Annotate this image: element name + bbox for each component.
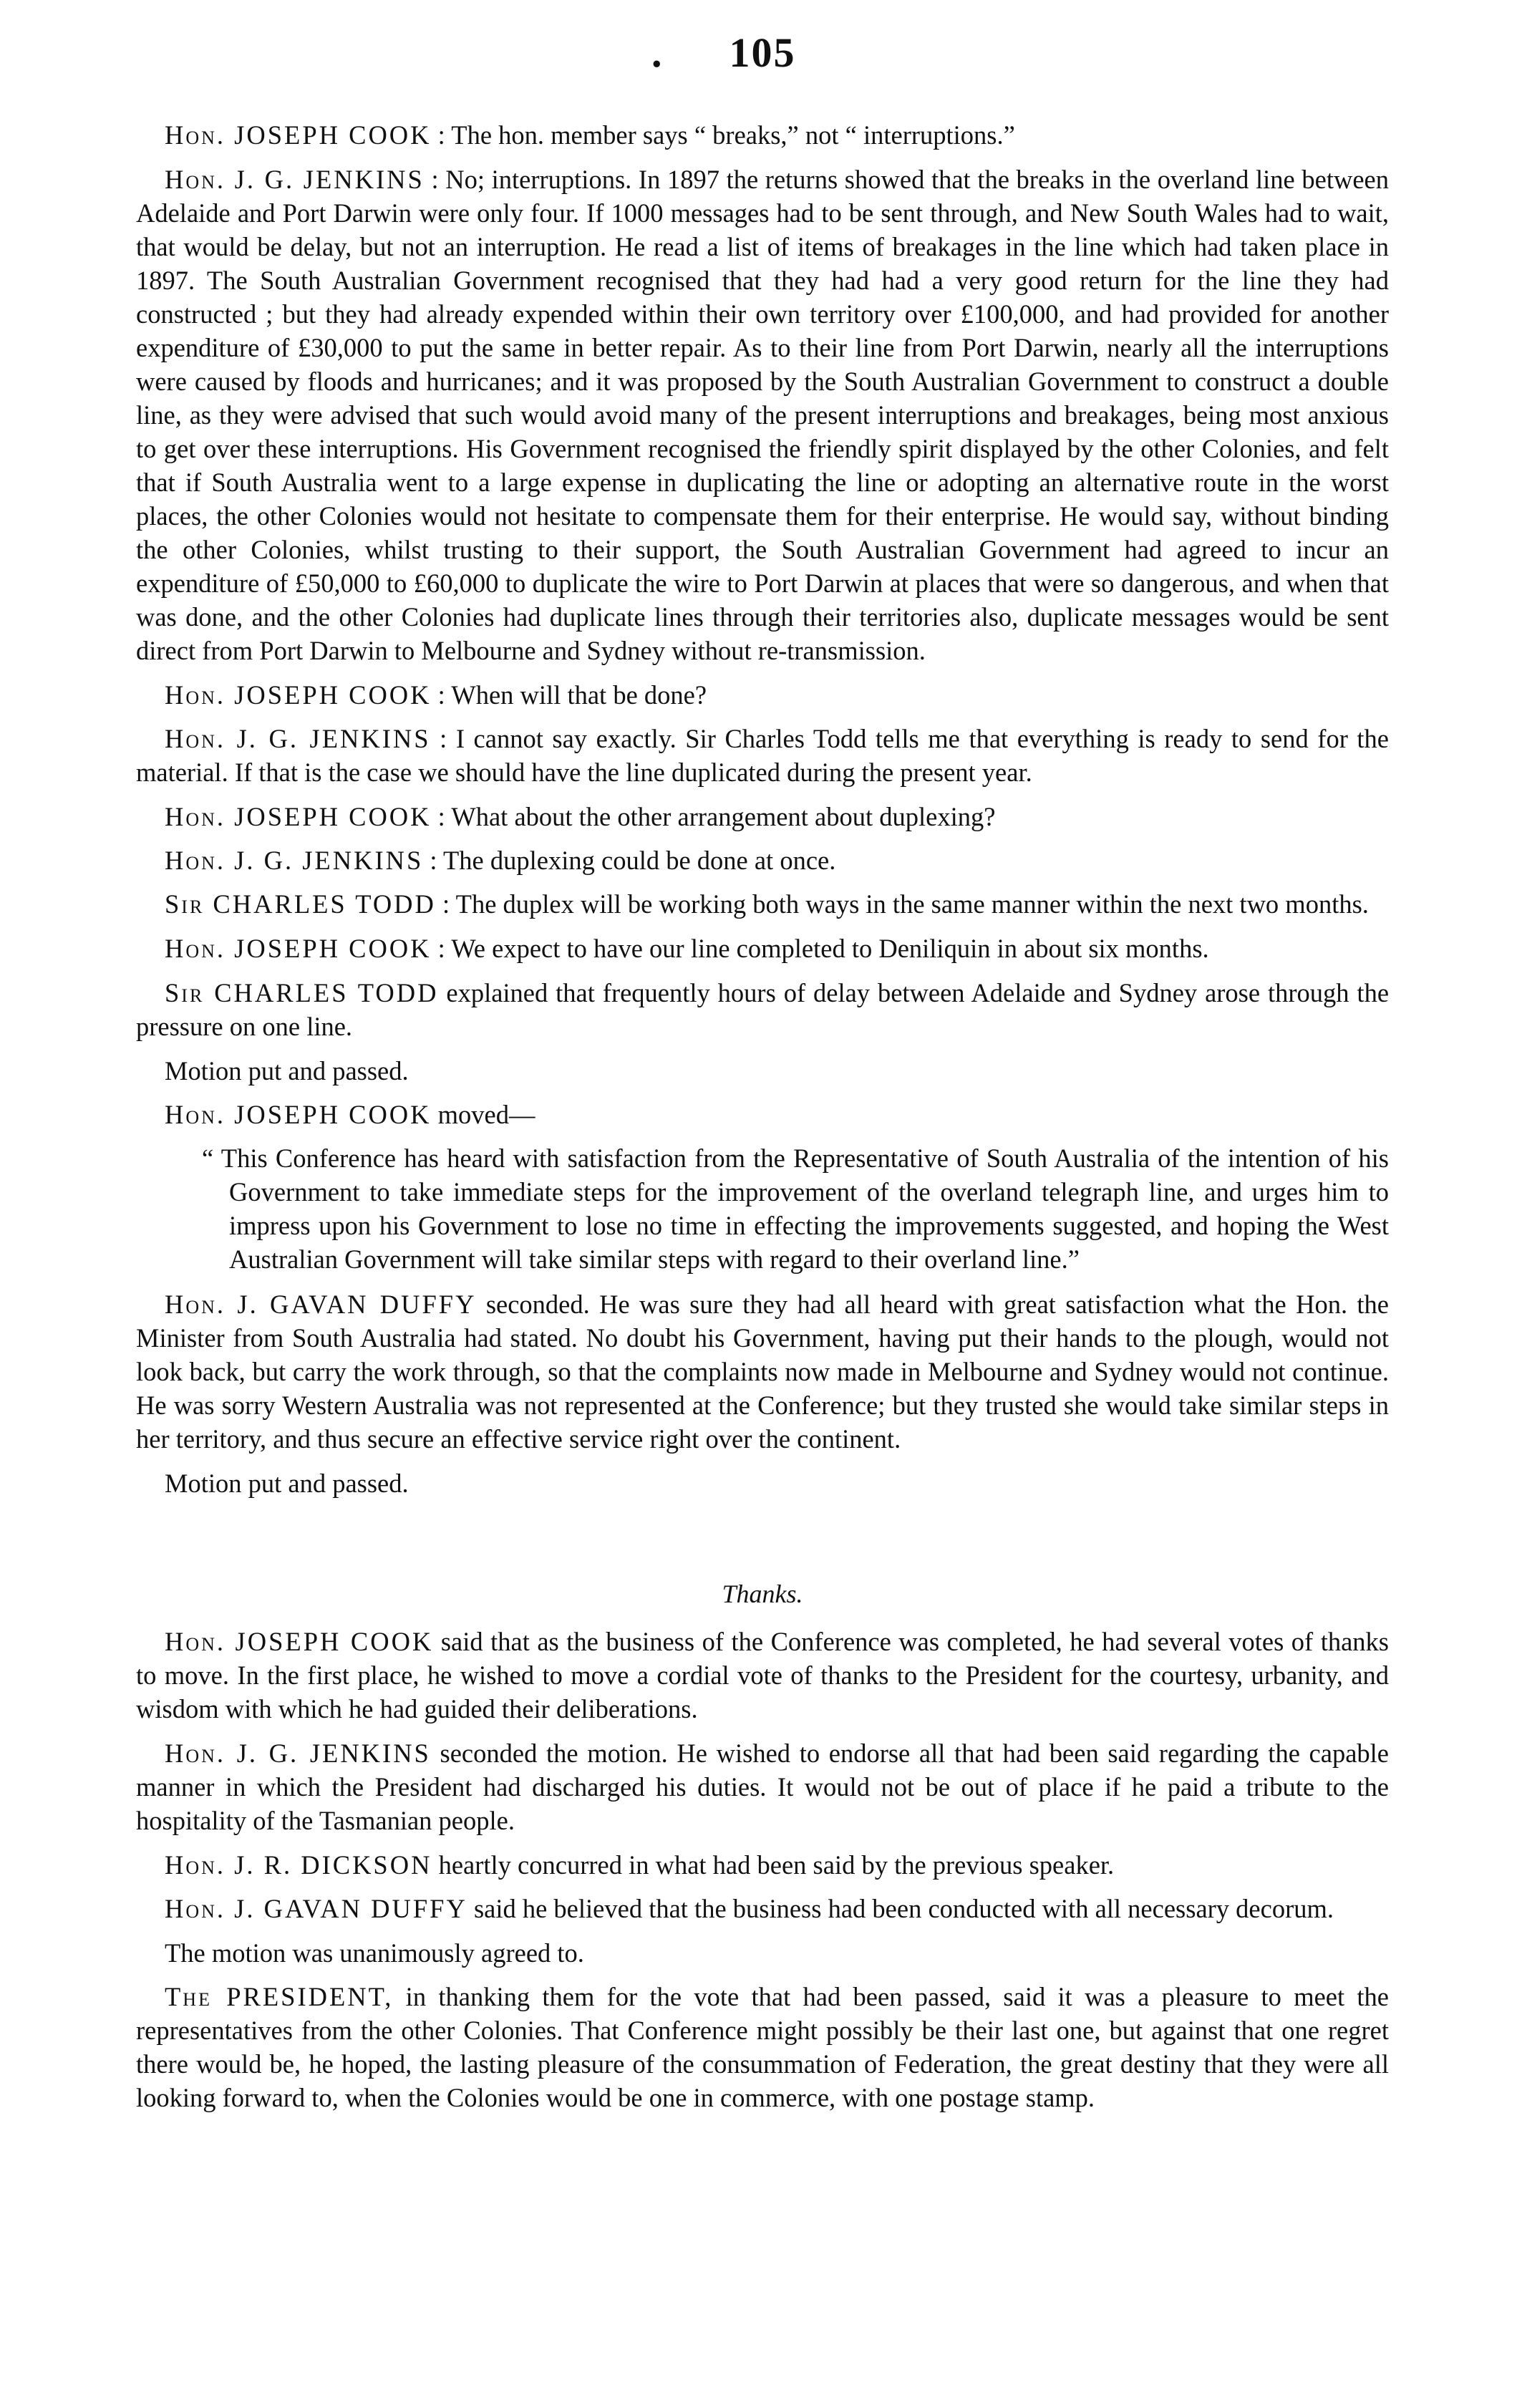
paragraph: [136, 1625, 1389, 1726]
speaker: Sir CHARLES TODD: [165, 889, 436, 919]
separator: :: [437, 120, 445, 150]
paragraph: [136, 722, 1389, 789]
paragraph: [136, 843, 1389, 877]
speech: The motion was unanimously agreed to.: [165, 1938, 584, 1968]
speaker: Hon. JOSEPH COOK: [165, 934, 432, 963]
speaker: The PRESIDENT,: [165, 1982, 394, 2011]
paragraph: [136, 932, 1389, 965]
speaker: Hon. J. G. JENKINS: [165, 846, 424, 875]
paragraph: [136, 1736, 1389, 1837]
section-title: Thanks.: [722, 1580, 803, 1608]
page-number: [136, 29, 1389, 77]
paragraph: [136, 1054, 1389, 1088]
separator: :: [437, 802, 445, 831]
separator: :: [437, 934, 445, 963]
speech: I cannot say exactly. Sir Charles Todd tells me that everything is ready to send for the material. If that is the case we should have the line duplicated during the present year.: [136, 724, 1390, 787]
paragraph: [136, 163, 1389, 667]
speaker: Hon. J. R. DICKSON: [165, 1850, 432, 1880]
speaker: Hon. JOSEPH COOK: [165, 1627, 434, 1656]
speech: in thanking them for the vote that had been passed, said it was a pleasure to meet the representatives from the other Colonies. That Conference might possibly be their last one, but against that one regret there would be, he hoped, the lasting pleasure of the consummation of Federation, the great destiny that they were all looking forward to, when the Colonies would be one in commerce, with one postage stamp.: [136, 1982, 1390, 2112]
speech: moved—: [437, 1100, 535, 1129]
separator: :: [440, 724, 447, 753]
speech: No; interruptions. In 1897 the returns showed that the breaks in the overland line between Adelaide and Port Darwin were only four. If 1000 messages had to be sent through, and New South Wales had to wait, that would be delay, but not an interruption. He read a list of items of breakages in the line which had taken place in 1897. The South Australian Government recognised that they had had a very good return for the line they had constructed ; but they had already expended within their own territory over £100,000, and had provided for another expenditure of £30,000 to put the same in better repair. As to their line from Port Darwin, nearly all the interruptions were caused by floods and hurricanes; and it was proposed by the South Australian Government to construct a double line, as they were advised that such would avoid many of the present interruptions and breakages, being most anxious to get over these interruptions. His Government recognised the friendly spirit displayed by the other Colonies, and felt that if South Australia went to a large expense in duplicating the line or adopting an alternative route in the worst places, the other Colonies would not hesitate to compensate them for their enterprise. He would say, without binding the other Colonies, whilst trusting to their support, the South Australian Government had agreed to incur an expenditure of £50,000 to £60,000 to duplicate the wire to Port Darwin at places that were so dangerous, and when that was done, and the other Colonies had duplicate lines through their territories also, duplicate messages would be sent direct from Port Darwin to Melbourne and Sydney without re-transmission.: [136, 165, 1389, 665]
paragraph: [136, 678, 1389, 712]
speech: seconded the motion. He wished to endorse all that had been said regarding the capable manner in which the President had discharged his duties. It would not be out of place if he paid a tribute to the hospitality of the Tasmanian people.: [136, 1739, 1389, 1835]
speech: said he believed that the business had been conducted with all necessary decorum.: [473, 1894, 1334, 1923]
paragraph: [136, 1466, 1389, 1500]
speech: The duplex will be working both ways in the same manner within the next two months.: [455, 889, 1369, 919]
speaker: Hon. JOSEPH COOK: [165, 1100, 432, 1129]
paragraph: [136, 1892, 1389, 1925]
page-number-text: 105: [729, 29, 796, 76]
page-mark: .: [651, 29, 664, 76]
paragraph: [136, 800, 1389, 833]
paragraph: [136, 1980, 1389, 2114]
speaker: Sir CHARLES TODD: [165, 978, 439, 1007]
speech: Motion put and passed.: [165, 1469, 409, 1498]
separator: :: [430, 846, 437, 875]
paragraph: [136, 1098, 1389, 1131]
paragraph: [136, 976, 1389, 1043]
speech: said that as the business of the Conference was completed, he had several votes of thanks to move. In the first place, he wished to move a cordial vote of thanks to the President for the courtesy, urbanity, and wisdom with which he had guided their deliberations.: [136, 1627, 1390, 1723]
speaker: Hon. J. G. JENKINS: [165, 1739, 431, 1768]
motion-quote: “ This Conference has heard with satisfaction from the Representative of South Australia of the intention of his Government to take immediate steps for the improvement of the overland telegraph line, and urges him to impress upon his Government to lose no time in effecting the improvements suggested, and hoping the West Australian Government will take similar steps with regard to their overland line.”: [202, 1143, 1389, 1274]
speaker: Hon. J. GAVAN DUFFY: [165, 1894, 467, 1923]
speaker: Hon. JOSEPH COOK: [165, 680, 432, 710]
paragraph: [136, 887, 1389, 921]
paragraph: [136, 118, 1389, 152]
speaker: Hon. JOSEPH COOK: [165, 802, 432, 831]
speech: We expect to have our line completed to Deniliquin in about six months.: [451, 934, 1209, 963]
speech: What about the other arrangement about duplexing?: [451, 802, 996, 831]
speech: seconded. He was sure they had all heard with great satisfaction what the Hon. the Minister from South Australia had stated. No doubt his Government, having put their hands to the plough, would not look back, but carry the work through, so that the complaints now made in Melbourne and Sydney would not continue. He was sorry Western Australia was not represented at the Conference; but they trusted she would take similar steps in her territory, and thus secure an effective service right over the continent.: [136, 1290, 1390, 1454]
separator: :: [442, 889, 450, 919]
separator: :: [431, 165, 439, 194]
speech: The duplexing could be done at once.: [443, 846, 836, 875]
paragraph: [136, 1848, 1389, 1882]
paragraph: [136, 1936, 1389, 1970]
speaker: Hon. J. G. JENKINS: [165, 165, 425, 194]
speech: Motion put and passed.: [165, 1056, 409, 1085]
speech: When will that be done?: [451, 680, 707, 710]
separator: :: [437, 680, 445, 710]
speech: The hon. member says “ breaks,” not “ interruptions.”: [451, 120, 1015, 150]
document-page: [136, 29, 1389, 2384]
speaker: Hon. JOSEPH COOK: [165, 120, 432, 150]
speech: heartly concurred in what had been said by the previous speaker.: [438, 1850, 1115, 1880]
speaker: Hon. J. G. JENKINS: [165, 724, 431, 753]
speaker: Hon. J. GAVAN DUFFY: [165, 1290, 477, 1319]
speech: explained that frequently hours of delay between Adelaide and Sydney arose through the pressure on one line.: [136, 978, 1390, 1041]
paragraph: [136, 1287, 1389, 1456]
